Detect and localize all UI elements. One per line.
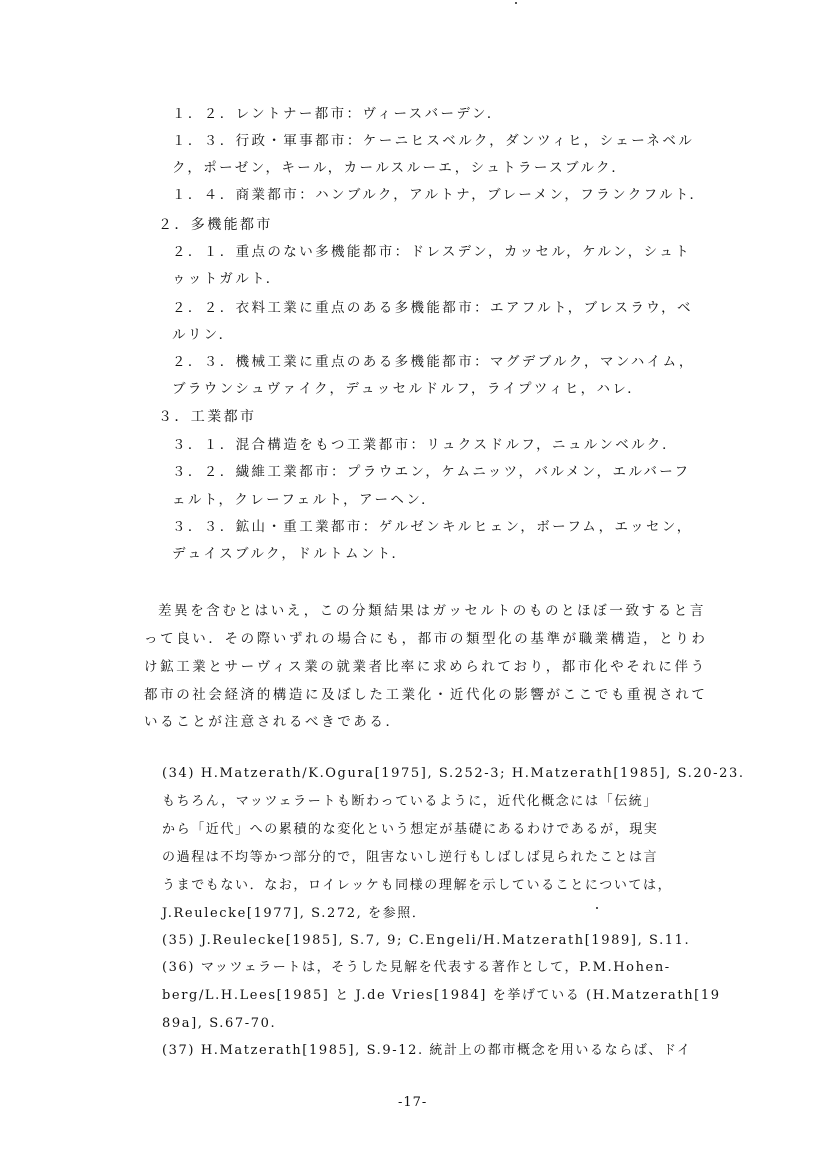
note-34: (34) H.Matzerath/K.Ogura[1975], S.252-3; H.Matzerath[1985], S.20-23. (162, 766, 745, 781)
paragraph-line-5: いることが注意されるべきである． (144, 714, 402, 730)
note-36: (36) マッツェラートは，そうした見解を代表する著作として，P.M.Hohen- (162, 960, 671, 975)
note-35: (35) J.Reulecke[1985], S.7, 9; C.Engeli/H.Matzerath[1989], S.11. (162, 933, 691, 948)
class-2-heading: ２．多機能都市 (158, 217, 273, 233)
class-2-1: ２．１．重点のない多機能都市：ドレスデン，カッセル，ケルン，シュト (172, 244, 692, 260)
paragraph-line-2: って良い．その際いずれの場合にも，都市の類型化の基準が職業構造，とりわ (144, 631, 708, 647)
class-3-2: ３．２．繊維工業都市：プラウエン，ケムニッツ，バルメン，エルバーフ (172, 464, 691, 480)
note-34-line-5: うまでもない．なお，ロイレッケも同様の理解を示していることについては， (162, 878, 673, 893)
class-1-3: １．３．行政・軍事都市：ケーニヒスベルク，ダンツィヒ，シェーネベル (172, 133, 695, 149)
class-1-3-cont: ク，ポーゼン，キール，カールスルーエ，シュトラースブルク． (172, 160, 628, 176)
page-number: -17- (398, 1095, 428, 1110)
note-34-line-6: J.Reulecke[1977], S.272, を参照． (162, 906, 427, 921)
paragraph-line-1: 差異を含むとはいえ，この分類結果はガッセルトのものとほぼ一致すると言 (158, 603, 706, 619)
class-2-2-cont: ルリン． (172, 327, 235, 343)
note-34-line-2: もちろん，マッツェラートも断わっているように，近代化概念には「伝統」 (162, 794, 659, 809)
class-1-4: １．４．商業都市：ハンブルク，アルトナ，ブレーメン，フランクフルト． (172, 187, 706, 203)
class-3-3-cont: デュイスブルク，ドルトムント． (172, 546, 408, 562)
note-36-line-2: berg/L.H.Lees[1985] と J.de Vries[1984] を挙げている (H.Matzerath[19 (162, 988, 721, 1003)
note-34-line-3: から「近代」への累積的な変化という想定が基礎にあるわけであるが，現実 (162, 822, 659, 837)
note-37: (37) H.Matzerath[1985], S.9-12. 統計上の都市概念を用いるならば、ドイ (162, 1043, 692, 1058)
note-34-line-4: の過程は不均等かつ部分的で，阻害ないし逆行もしばしば見られたことは言 (162, 850, 659, 865)
class-2-3: ２．３．機械工業に重点のある多機能都市：マグデブルク，マンハイム， (172, 354, 695, 370)
note-36-line-3: 89a], S.67-70. (162, 1016, 277, 1031)
class-3-3: ３．３．鉱山・重工業都市：ゲルゼンキルヒェン，ボーフム，エッセン， (172, 519, 693, 535)
scan-speck (515, 2, 517, 4)
class-2-3-cont: ブラウンシュヴァイク，デュッセルドルフ，ライプツィヒ，ハレ． (172, 381, 644, 397)
paragraph-line-3: け鉱工業とサーヴィス業の就業者比率に求められており，都市化やそれに伴う (144, 659, 707, 675)
paragraph-line-4: 都市の社会経済的構造に及ぼした工業化・近代化の影響がここでも重視されて (144, 687, 708, 703)
class-3-1: ３．１．混合構造をもつ工業都市：リュクスドルフ，ニュルンベルク． (172, 437, 679, 453)
class-2-2: ２．２．衣料工業に重点のある多機能都市：エアフルト，ブレスラウ，ベ (172, 300, 693, 316)
class-3-2-cont: ェルト，クレーフェルト，アーヘン． (172, 492, 438, 508)
scan-speck (596, 907, 598, 909)
class-3-heading: ３．工業都市 (158, 409, 257, 425)
class-2-1-cont: ゥットガルト． (172, 271, 282, 287)
class-1-2: １．２．レントナー都市：ヴィースバーデン． (172, 106, 503, 122)
